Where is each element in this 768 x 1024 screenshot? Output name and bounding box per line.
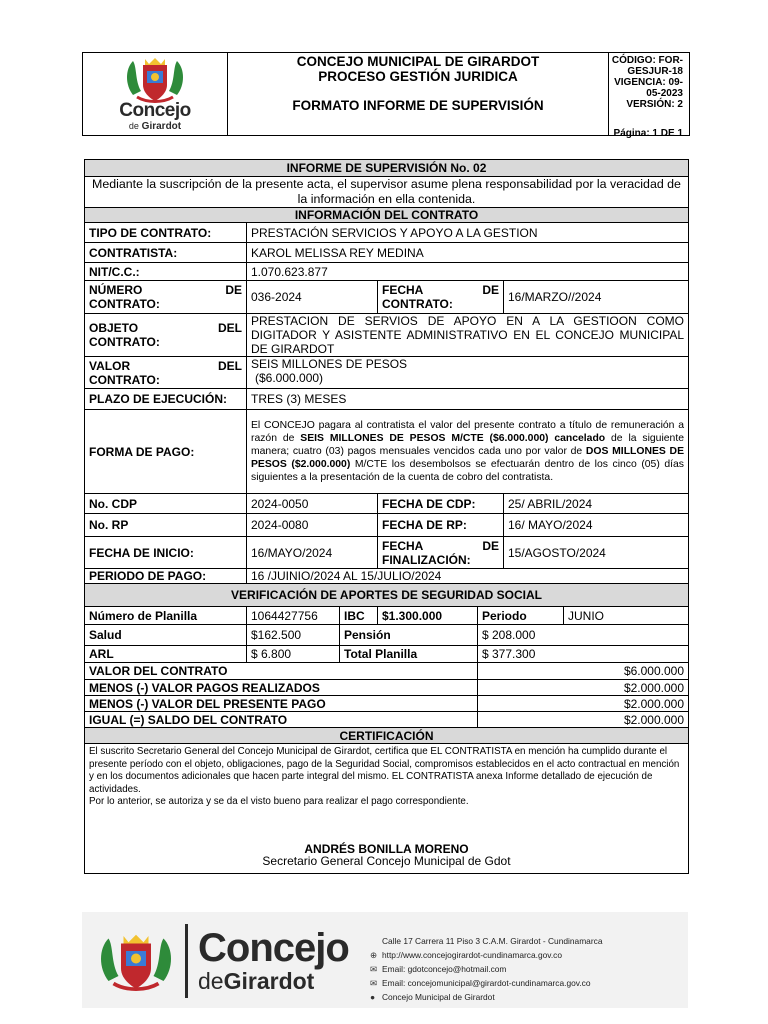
contract-value-number: ($6.000.000) [255, 371, 324, 385]
rp-date-value: 16/ MAYO/2024 [504, 514, 689, 537]
footer-word-concejo: Concejo [198, 926, 349, 970]
document-footer [82, 912, 688, 1008]
payment-bold-1: SEIS MILLONES DE PESOS M/CTE ($6.000.000) cancelado [300, 433, 606, 444]
document-header [82, 52, 690, 139]
format-title: FORMATO INFORME DE SUPERVISIÓN [292, 98, 544, 113]
health-value: $162.500 [247, 625, 340, 646]
planilla-label: Número de Planilla [85, 607, 247, 625]
footer-website-link[interactable]: http://www.concejogirardot-cundinamarca.gov.co [382, 950, 562, 960]
org-title: CONCEJO MUNICIPAL DE GIRARDOT [296, 54, 540, 69]
contract-value-label-c: CONTRATO: [89, 372, 160, 387]
start-date-label: FECHA DE INICIO: [85, 537, 247, 569]
end-date-label-b: DE [482, 538, 499, 553]
document-meta [609, 53, 689, 139]
contract-value-value [247, 357, 689, 389]
rp-value: 2024-0080 [247, 514, 378, 537]
mail-icon: ✉ [370, 978, 378, 988]
end-date-label-a: FECHA [382, 538, 424, 553]
footer-coat-of-arms-logo [96, 924, 176, 998]
payment-label: FORMA DE PAGO: [85, 410, 247, 494]
logo-word-girardot [83, 121, 227, 132]
balance-row-value: $2.000.000 [478, 712, 689, 728]
contract-value-label-a: VALOR [89, 358, 131, 373]
pension-label: Pensión [340, 625, 478, 646]
total-planilla-label: Total Planilla [340, 646, 478, 663]
signer-role: Secretario General Concejo Municipal de Gdot [262, 854, 511, 868]
payment-bold-2: DOS MILLONES DE PESOS ($2.000.000) [251, 446, 684, 470]
balance-row-label: IGUAL (=) SALDO DEL CONTRATO [85, 712, 478, 728]
contract-number-label [85, 281, 247, 314]
footer-word-de: de [198, 968, 224, 994]
contractor-value: KAROL MELISSA REY MEDINA [247, 243, 689, 263]
contract-number-label-a: NÚMERO [89, 283, 143, 297]
end-date-value: 15/AGOSTO/2024 [504, 537, 689, 569]
contract-date-label-c: CONTRATO: [382, 297, 453, 311]
footer-word-girardot [198, 968, 314, 995]
globe-icon: ⊕ [370, 950, 378, 960]
balance-row-value: $2.000.000 [478, 696, 689, 712]
footer-word-city: Girardot [223, 968, 315, 994]
pension-value: $ 208.000 [478, 625, 689, 646]
balance-row-label: MENOS (-) VALOR PAGOS REALIZADOS [85, 680, 478, 696]
payment-text-2: de la siguiente manera; cuatro (03) pagos mensuales vencidos cada uno por valor de [251, 433, 684, 457]
end-date-label [378, 537, 504, 569]
certification-body [85, 744, 689, 874]
footer-divider [185, 924, 188, 998]
nit-value: 1.070.623.877 [247, 263, 689, 281]
contract-number-label-b: DE [225, 283, 242, 297]
process-title: PROCESO GESTIÓN JURIDICA [318, 69, 518, 84]
rp-label: No. RP [85, 514, 247, 537]
contract-number-value: 036-2024 [247, 281, 378, 314]
supervision-report-table [84, 159, 689, 874]
logo-cell [83, 53, 228, 135]
ibc-value: $1.300.000 [378, 607, 478, 625]
cdp-value: 2024-0050 [247, 494, 378, 514]
nit-label: NIT/C.C.: [85, 263, 247, 281]
contractor-label: CONTRATISTA: [85, 243, 247, 263]
contract-type-value: PRESTACIÓN SERVICIOS Y APOYO A LA GESTION [247, 223, 689, 243]
logo-word-de: de [128, 121, 139, 131]
start-date-value: 16/MAYO/2024 [247, 537, 378, 569]
cdp-date-label: FECHA DE CDP: [378, 494, 504, 514]
balance-row-value: $2.000.000 [478, 680, 689, 696]
footer-contact-info [370, 934, 602, 1004]
total-planilla-value: $ 377.300 [478, 646, 689, 663]
payment-text-1: El CONCEJO pagara al contratista el valor del presente contrato a título de remuneración a razón de [251, 420, 684, 444]
term-label: PLAZO DE EJECUCIÓN: [85, 389, 247, 410]
mail-icon: ✉ [370, 964, 378, 974]
contract-object-value: PRESTACION DE SERVIOS DE APOYO EN A LA GESTIOON COMO DIGITADOR Y ASISTENTE ADMINISTRATIVO EN EL CONCEJO MUNICIPAL DE GIRARDOT [247, 314, 689, 357]
logo-word-concejo: Concejo [119, 100, 191, 121]
certification-title: CERTIFICACIÓN [85, 728, 689, 744]
contract-date-label [378, 281, 504, 314]
contract-number-label-c: CONTRATO: [89, 297, 160, 311]
contract-object-label-b: DEL [218, 321, 242, 335]
contract-date-value: 16/MARZO//2024 [504, 281, 689, 314]
doc-page: Página: 1 DE 1 [613, 128, 683, 139]
term-value: TRES (3) MESES [247, 389, 689, 410]
balance-row-value: $6.000.000 [478, 663, 689, 680]
contract-value-label [85, 357, 247, 389]
cdp-label: No. CDP [85, 494, 247, 514]
contract-date-label-b: DE [482, 283, 499, 297]
end-date-label-c: FINALIZACIÓN: [382, 552, 471, 567]
doc-validity: VIGENCIA: 09-05-2023 [614, 77, 683, 99]
facebook-icon: ● [370, 992, 376, 1002]
rp-date-label: FECHA DE RP: [378, 514, 504, 537]
ibc-label: IBC [340, 607, 378, 625]
contract-object-label [85, 314, 247, 357]
contract-object-label-c: CONTRATO: [89, 335, 160, 349]
health-label: Salud [85, 625, 247, 646]
balance-row-label: VALOR DEL CONTRATO [85, 663, 478, 680]
payment-value [247, 410, 689, 494]
doc-version: VERSIÓN: 2 [626, 99, 683, 110]
contract-type-label: TIPO DE CONTRATO: [85, 223, 247, 243]
balance-row-label: MENOS (-) VALOR DEL PRESENTE PAGO [85, 696, 478, 712]
contract-value-words: SEIS MILLONES DE PESOS [251, 357, 408, 371]
planilla-value: 1064427756 [247, 607, 340, 625]
coat-of-arms-logo [123, 55, 187, 103]
doc-code: CÓDIGO: FOR-GESJUR-18 [611, 55, 683, 77]
signer-name: ANDRÉS BONILLA MORENO [304, 841, 469, 856]
footer-address: Calle 17 Carrera 11 Piso 3 C.A.M. Girardot - Cundinamarca [382, 936, 603, 946]
footer-email-2[interactable]: Email: concejomunicipal@girardot-cundinamarca.gov.co [382, 978, 591, 988]
footer-email-1[interactable]: Email: gdotconcejo@hotmail.com [382, 964, 507, 974]
report-title: INFORME DE SUPERVISIÓN No. 02 [85, 160, 689, 177]
contract-value-label-b: DEL [218, 358, 242, 373]
logo-word-city: Girardot [141, 121, 182, 132]
cdp-date-value: 25/ ABRIL/2024 [504, 494, 689, 514]
certification-text: El suscrito Secretario General del Concejo Municipal de Girardot, certifica que EL CONTRATISTA en mención ha cumplido durante el presente período con el objeto, obligaciones, pago de la Seguridad Social, compromisos establecidos en el acto contractual en mención y en los documentos adicionales que hacen parte integral del mismo. EL CONTRATISTA anexa Informe detallado de ejecución de actividades. [89, 746, 680, 795]
payment-period-label: PERIODO DE PAGO: [85, 569, 247, 584]
payment-period-value: 16 /JUINIO/2024 AL 15/JULIO/2024 [247, 569, 689, 584]
contract-date-label-a: FECHA [382, 283, 424, 297]
contract-object-label-a: OBJETO [89, 321, 139, 335]
certification-authorization: Por lo anterior, se autoriza y se da el visto bueno para realizar el pago correspondiente. [89, 796, 469, 807]
arl-label: ARL [85, 646, 247, 663]
header-title-block [228, 53, 609, 135]
report-intro: Mediante la suscripción de la presente acta, el supervisor asume plena responsabilidad por la veracidad de la información en ella contenida. [85, 177, 689, 208]
payment-text-3: M/CTE los desembolsos se efectuarán dentro de los cinco (05) días siguientes a la presentación de la cuenta de cobro del contratista. [251, 459, 684, 483]
contract-section-title: INFORMACIÓN DEL CONTRATO [85, 208, 689, 223]
footer-facebook[interactable]: Concejo Municipal de Girardot [382, 992, 495, 1002]
arl-value: $ 6.800 [247, 646, 340, 663]
social-security-title: VERIFICACIÓN DE APORTES DE SEGURIDAD SOCIAL [85, 584, 689, 607]
ss-period-label: Periodo [478, 607, 564, 625]
ss-period-value: JUNIO [564, 607, 689, 625]
